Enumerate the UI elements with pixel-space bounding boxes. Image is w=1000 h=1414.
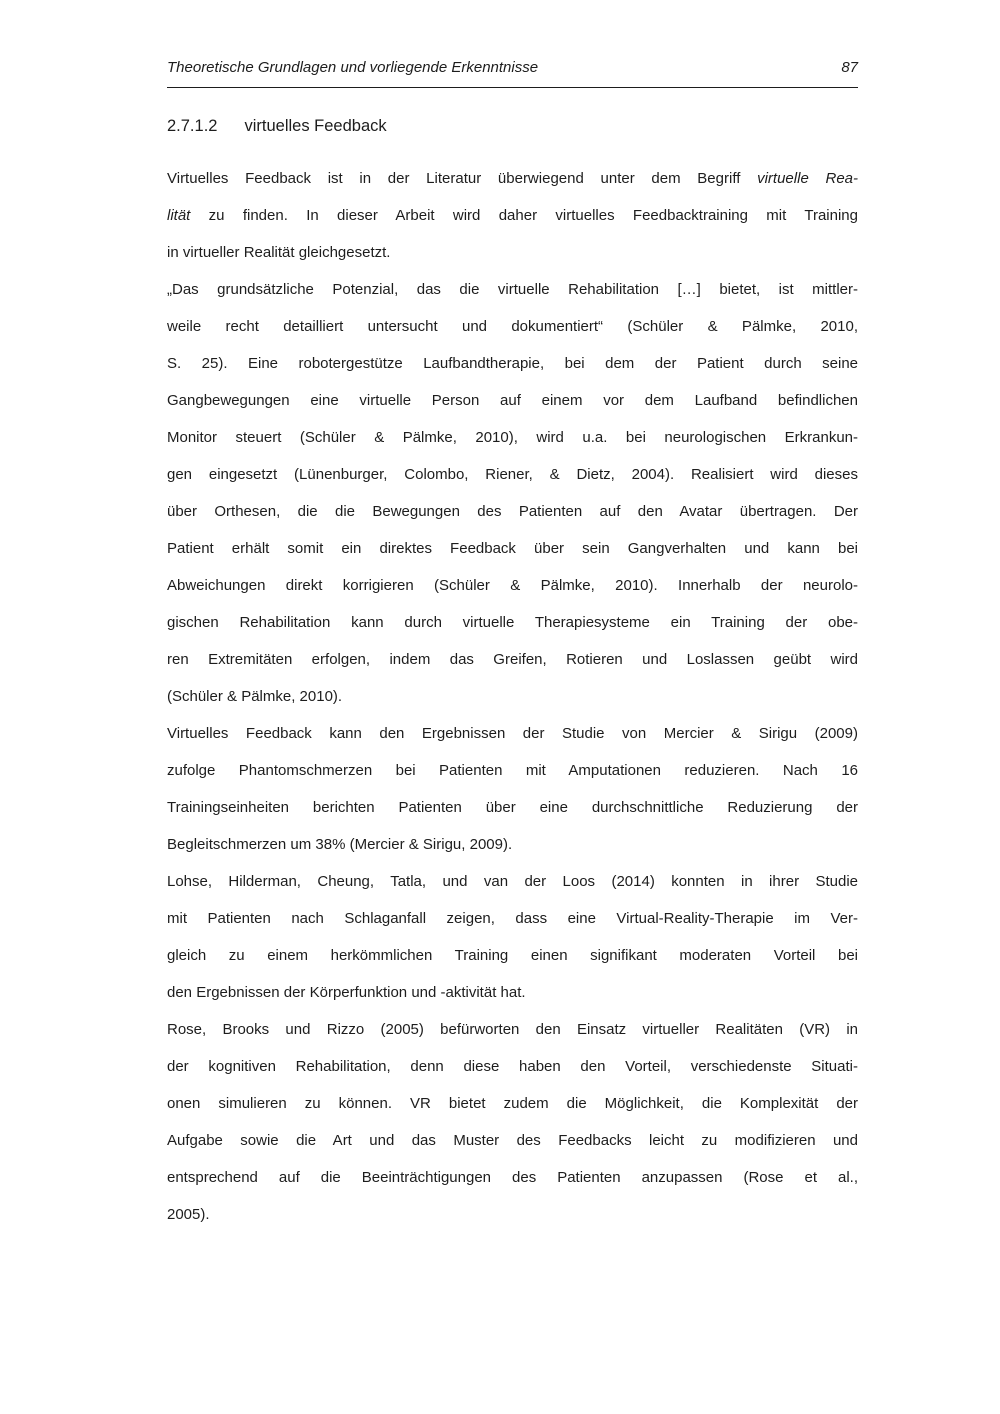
text-line	[167, 382, 858, 419]
text-line	[167, 900, 858, 937]
text-line	[167, 493, 858, 530]
text-line	[167, 604, 858, 641]
text-segment: zu finden. In dieser Arbeit wird daher virtuelles Feedbacktraining mit Training	[190, 207, 858, 224]
text-segment: Monitor steuert (Schüler & Pälmke, 2010), wird u.a. bei neurologischen Erkrankun-	[167, 429, 858, 446]
paragraph	[167, 715, 858, 863]
text-line	[167, 456, 858, 493]
text-segment: gen eingesetzt (Lünenburger, Colombo, Riener, & Dietz, 2004). Realisiert wird dieses	[167, 466, 858, 483]
text-segment: Virtuelles Feedback kann den Ergebnissen der Studie von Mercier & Sirigu (2009)	[167, 725, 858, 742]
text-line	[167, 1196, 858, 1233]
text-line	[167, 752, 858, 789]
text-line	[167, 678, 858, 715]
text-segment: zufolge Phantomschmerzen bei Patienten mit Amputationen reduzieren. Nach 16	[167, 762, 858, 779]
text-segment: S. 25). Eine robotergestütze Laufbandtherapie, bei dem der Patient durch seine	[167, 355, 858, 372]
text-line	[167, 1122, 858, 1159]
text-line	[167, 345, 858, 382]
text-segment: den Ergebnissen der Körperfunktion und -aktivität hat.	[167, 984, 526, 1001]
paragraph	[167, 863, 858, 1011]
text-line	[167, 271, 858, 308]
text-segment: Lohse, Hilderman, Cheung, Tatla, und van der Loos (2014) konnten in ihrer Studie	[167, 873, 858, 890]
section-number: 2.7.1.2	[167, 117, 218, 135]
text-segment: Virtuelles Feedback ist in der Literatur überwiegend unter dem Begriff	[167, 170, 758, 187]
text-segment: 2005).	[167, 1206, 210, 1223]
section-heading	[167, 114, 858, 138]
text-segment: ren Extremitäten erfolgen, indem das Greifen, Rotieren und Loslassen geübt wird	[167, 651, 858, 668]
text-segment: über Orthesen, die die Bewegungen des Patienten auf den Avatar übertragen. Der	[167, 503, 858, 520]
text-segment: gleich zu einem herkömmlichen Training einen signifikant moderaten Vorteil bei	[167, 947, 858, 964]
text-line	[167, 974, 858, 1011]
paragraph	[167, 1011, 858, 1233]
text-segment: onen simulieren zu können. VR bietet zudem die Möglichkeit, die Komplexität der	[167, 1095, 858, 1112]
text-segment: der kognitiven Rehabilitation, denn diese haben den Vorteil, verschiedenste Situati-	[167, 1058, 858, 1075]
italic-text: lität	[167, 207, 191, 224]
text-line	[167, 715, 858, 752]
text-line	[167, 530, 858, 567]
text-segment: „Das grundsätzliche Potenzial, das die virtuelle Rehabilitation […] bietet, ist mittler-	[167, 281, 858, 298]
text-line	[167, 937, 858, 974]
text-line	[167, 1011, 858, 1048]
text-line	[167, 1159, 858, 1196]
italic-text: virtuelle Rea-	[757, 170, 858, 187]
page-number: 87	[841, 59, 858, 76]
text-segment: entsprechend auf die Beeinträchtigungen des Patienten anzupassen (Rose et al.,	[167, 1169, 858, 1186]
text-segment: mit Patienten nach Schlaganfall zeigen, dass eine Virtual-Reality-Therapie im Ver-	[167, 910, 858, 927]
text-line	[167, 197, 858, 234]
text-line	[167, 789, 858, 826]
paragraph	[167, 271, 858, 715]
text-line	[167, 863, 858, 900]
text-segment: Begleitschmerzen um 38% (Mercier & Sirigu, 2009).	[167, 836, 513, 853]
text-line	[167, 1048, 858, 1085]
text-segment: Trainingseinheiten berichten Patienten über eine durchschnittliche Reduzierung der	[167, 799, 858, 816]
text-line	[167, 567, 858, 604]
text-segment: Rose, Brooks und Rizzo (2005) befürworten den Einsatz virtueller Realitäten (VR) in	[167, 1021, 858, 1038]
section-title: virtuelles Feedback	[244, 117, 387, 135]
page-header	[167, 58, 858, 78]
text-line	[167, 641, 858, 678]
text-segment: Patient erhält somit ein direktes Feedback über sein Gangverhalten und kann bei	[167, 540, 858, 557]
text-segment: weile recht detailliert untersucht und dokumentiert“ (Schüler & Pälmke, 2010,	[167, 318, 858, 335]
body-text	[167, 160, 858, 1233]
text-line	[167, 160, 858, 197]
text-line	[167, 234, 858, 271]
header-rule	[167, 87, 858, 88]
text-line	[167, 826, 858, 863]
running-title: Theoretische Grundlagen und vorliegende Erkenntnisse	[167, 59, 539, 76]
text-segment: Abweichungen direkt korrigieren (Schüler & Pälmke, 2010). Innerhalb der neurolo-	[167, 577, 858, 594]
text-segment: gischen Rehabilitation kann durch virtuelle Therapiesysteme ein Training der obe-	[167, 614, 858, 631]
text-line	[167, 419, 858, 456]
text-segment: (Schüler & Pälmke, 2010).	[167, 688, 343, 705]
text-segment: Gangbewegungen eine virtuelle Person auf einem vor dem Laufband befindlichen	[167, 392, 858, 409]
paragraph	[167, 160, 858, 271]
text-line	[167, 1085, 858, 1122]
text-segment: Aufgabe sowie die Art und das Muster des Feedbacks leicht zu modifizieren und	[167, 1132, 858, 1149]
text-segment: in virtueller Realität gleichgesetzt.	[167, 244, 391, 261]
text-line	[167, 308, 858, 345]
